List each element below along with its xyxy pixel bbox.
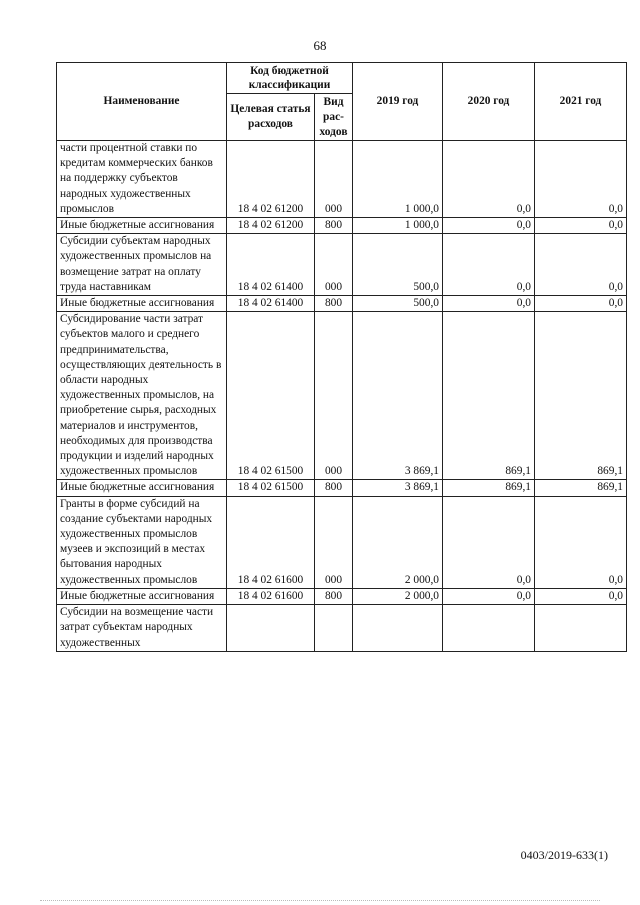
row-name: части процентной ставки по кредитам коммерческих банков на поддержку субъектов народных художественных промыслов xyxy=(57,141,227,218)
table-header xyxy=(57,63,627,141)
header-name: Наименование xyxy=(57,63,227,141)
row-name: Иные бюджетные ассигнования xyxy=(57,480,227,496)
row-value-2019: 500,0 xyxy=(353,296,443,312)
header-target-article: Целевая статья расходов xyxy=(227,94,315,141)
row-value-2020: 0,0 xyxy=(443,588,535,604)
row-expense-type: 800 xyxy=(315,480,353,496)
row-target-article: 18 4 02 61600 xyxy=(227,496,315,588)
row-value-2020: 0,0 xyxy=(443,234,535,296)
row-target-article: 18 4 02 61500 xyxy=(227,312,315,480)
row-expense-type: 800 xyxy=(315,218,353,234)
row-value-2021: 0,0 xyxy=(535,588,627,604)
row-value-2021: 869,1 xyxy=(535,312,627,480)
row-target-article: 18 4 02 61200 xyxy=(227,141,315,218)
row-value-2021: 0,0 xyxy=(535,234,627,296)
row-expense-type: 000 xyxy=(315,312,353,480)
table-row xyxy=(57,296,627,312)
table-row xyxy=(57,218,627,234)
row-value-2020: 0,0 xyxy=(443,141,535,218)
row-value-2020: 0,0 xyxy=(443,218,535,234)
row-value-2021: 869,1 xyxy=(535,480,627,496)
row-expense-type xyxy=(315,605,353,652)
row-value-2021 xyxy=(535,605,627,652)
row-name: Иные бюджетные ассигнования xyxy=(57,218,227,234)
row-name: Гранты в форме субсидий на создание субъектами народных художественных промыслов музеев и экспозиций в местах бытования народных художественных промыслов xyxy=(57,496,227,588)
document-code: 0403/2019-633(1) xyxy=(520,848,608,862)
row-expense-type: 000 xyxy=(315,234,353,296)
row-expense-type: 000 xyxy=(315,141,353,218)
row-value-2021: 0,0 xyxy=(535,218,627,234)
header-2021: 2021 год xyxy=(535,63,627,141)
row-value-2019: 3 869,1 xyxy=(353,312,443,480)
row-value-2020 xyxy=(443,605,535,652)
table-row xyxy=(57,312,627,480)
row-expense-type: 800 xyxy=(315,588,353,604)
row-value-2019: 1 000,0 xyxy=(353,141,443,218)
table-row xyxy=(57,234,627,296)
row-value-2020: 0,0 xyxy=(443,496,535,588)
table-body xyxy=(57,141,627,652)
scan-edge-strip xyxy=(40,900,600,903)
page-number: 68 xyxy=(313,38,327,53)
row-value-2021: 0,0 xyxy=(535,141,627,218)
row-value-2019: 3 869,1 xyxy=(353,480,443,496)
row-value-2019: 1 000,0 xyxy=(353,218,443,234)
row-value-2019: 500,0 xyxy=(353,234,443,296)
header-code-group: Код бюджетной классификации xyxy=(227,63,353,94)
row-expense-type: 800 xyxy=(315,296,353,312)
row-name: Иные бюджетные ассигнования xyxy=(57,588,227,604)
row-value-2019 xyxy=(353,605,443,652)
row-value-2020: 869,1 xyxy=(443,312,535,480)
row-value-2019: 2 000,0 xyxy=(353,496,443,588)
row-name: Субсидии на возмещение части затрат субъектам народных художественных xyxy=(57,605,227,652)
row-target-article: 18 4 02 61400 xyxy=(227,234,315,296)
header-2020: 2020 год xyxy=(443,63,535,141)
table-row xyxy=(57,496,627,588)
row-target-article: 18 4 02 61600 xyxy=(227,588,315,604)
row-value-2020: 0,0 xyxy=(443,296,535,312)
row-value-2020: 869,1 xyxy=(443,480,535,496)
row-name: Субсидирование части затрат субъектов малого и среднего предпринимательства, осуществляющих деятельность в области народных художественных промыслов, на приобретение сырья, расходных материалов и инструментов, необходимых для производства продукции и изделий народных художественных промыслов xyxy=(57,312,227,480)
budget-table xyxy=(56,62,627,652)
row-value-2021: 0,0 xyxy=(535,296,627,312)
header-2019: 2019 год xyxy=(353,63,443,141)
table-row xyxy=(57,588,627,604)
table-row xyxy=(57,605,627,652)
header-expense-type: Вид рас-ходов xyxy=(315,94,353,141)
row-value-2021: 0,0 xyxy=(535,496,627,588)
row-target-article: 18 4 02 61500 xyxy=(227,480,315,496)
row-value-2019: 2 000,0 xyxy=(353,588,443,604)
table-row xyxy=(57,141,627,218)
row-expense-type: 000 xyxy=(315,496,353,588)
row-target-article xyxy=(227,605,315,652)
table-row xyxy=(57,480,627,496)
row-target-article: 18 4 02 61400 xyxy=(227,296,315,312)
row-name: Иные бюджетные ассигнования xyxy=(57,296,227,312)
row-name: Субсидии субъектам народных художественных промыслов на возмещение затрат на оплату труда наставникам xyxy=(57,234,227,296)
row-target-article: 18 4 02 61200 xyxy=(227,218,315,234)
